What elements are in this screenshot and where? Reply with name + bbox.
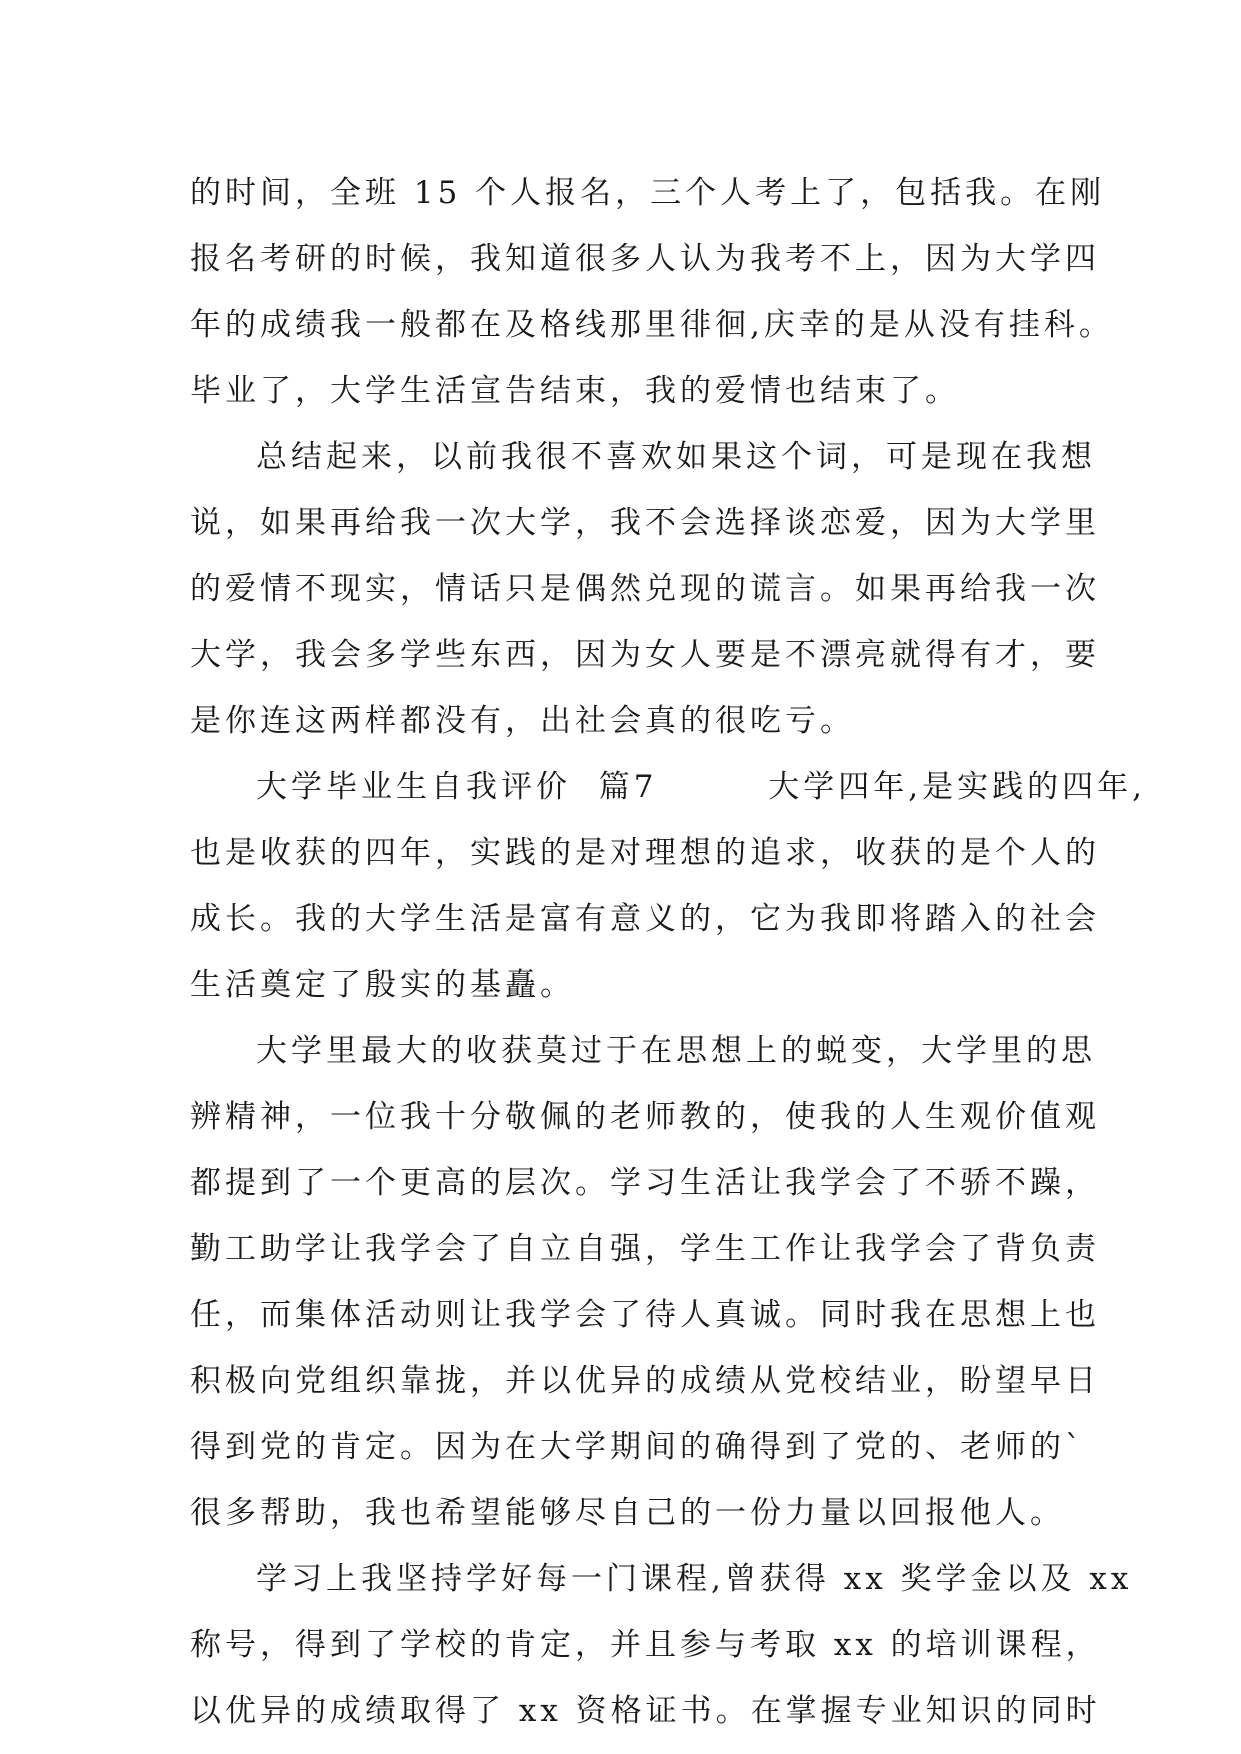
text-line: 都提到了一个更高的层次。学习生活让我学会了不骄不躁， <box>190 1165 1100 1201</box>
text-line: 大学里最大的收获莫过于在思想上的蜕变，大学里的思 <box>256 1033 1096 1069</box>
text-line: 大学，我会多学些东西，因为女人要是不漂亮就得有才，要 <box>190 637 1100 673</box>
text-line: 总结起来，以前我很不喜欢如果这个词，可是现在我想 <box>256 439 1096 475</box>
text-line: 勤工助学让我学会了自立自强，学生工作让我学会了背负责 <box>190 1231 1100 1267</box>
text-line: 称号，得到了学校的肯定，并且参与考取 xx 的培训课程， <box>190 1627 1101 1663</box>
text-line: 也是收获的四年，实践的是对理想的追求，收获的是个人的 <box>190 835 1100 871</box>
text-line: 生活奠定了殷实的基矗。 <box>190 967 575 1003</box>
text-line: 报名考研的时候，我知道很多人认为我考不上，因为大学四 <box>190 241 1100 277</box>
text-line: 得到党的肯定。因为在大学期间的确得到了党的、老师的` <box>190 1429 1085 1465</box>
text-line: 积极向党组织靠拢，并以优异的成绩从党校结业，盼望早日 <box>190 1363 1100 1399</box>
text-line: 说，如果再给我一次大学，我不会选择谈恋爱，因为大学里 <box>190 505 1100 541</box>
text-line: 成长。我的大学生活是富有意义的，它为我即将踏入的社会 <box>190 901 1100 937</box>
text-line: 年的成绩我一般都在及格线那里徘徊,庆幸的是从没有挂科。 <box>190 307 1114 343</box>
text-line: 学习上我坚持学好每一门课程,曾获得 xx 奖学金以及 xx <box>256 1561 1133 1597</box>
text-line: 辨精神，一位我十分敬佩的老师教的，使我的人生观价值观 <box>190 1099 1100 1135</box>
text-line: 以优异的成绩取得了 xx 资格证书。在掌握专业知识的同时 <box>190 1693 1101 1729</box>
text-line: 任，而集体活动则让我学会了待人真诚。同时我在思想上也 <box>190 1297 1100 1333</box>
body-text <box>190 160 1146 1744</box>
text-line: 是你连这两样都没有，出社会真的很吃亏。 <box>190 703 855 739</box>
text-line: 的时间，全班 15 个人报名，三个人考上了，包括我。在刚 <box>190 175 1106 211</box>
section-heading-line: 大学毕业生自我评价 篇7 大学四年,是实践的四年, <box>256 769 1146 805</box>
text-line: 很多帮助，我也希望能够尽自己的一份力量以回报他人。 <box>190 1495 1065 1531</box>
text-line: 的爱情不现实，情话只是偶然兑现的谎言。如果再给我一次 <box>190 571 1100 607</box>
text-line: 毕业了，大学生活宣告结束，我的爱情也结束了。 <box>190 373 960 409</box>
